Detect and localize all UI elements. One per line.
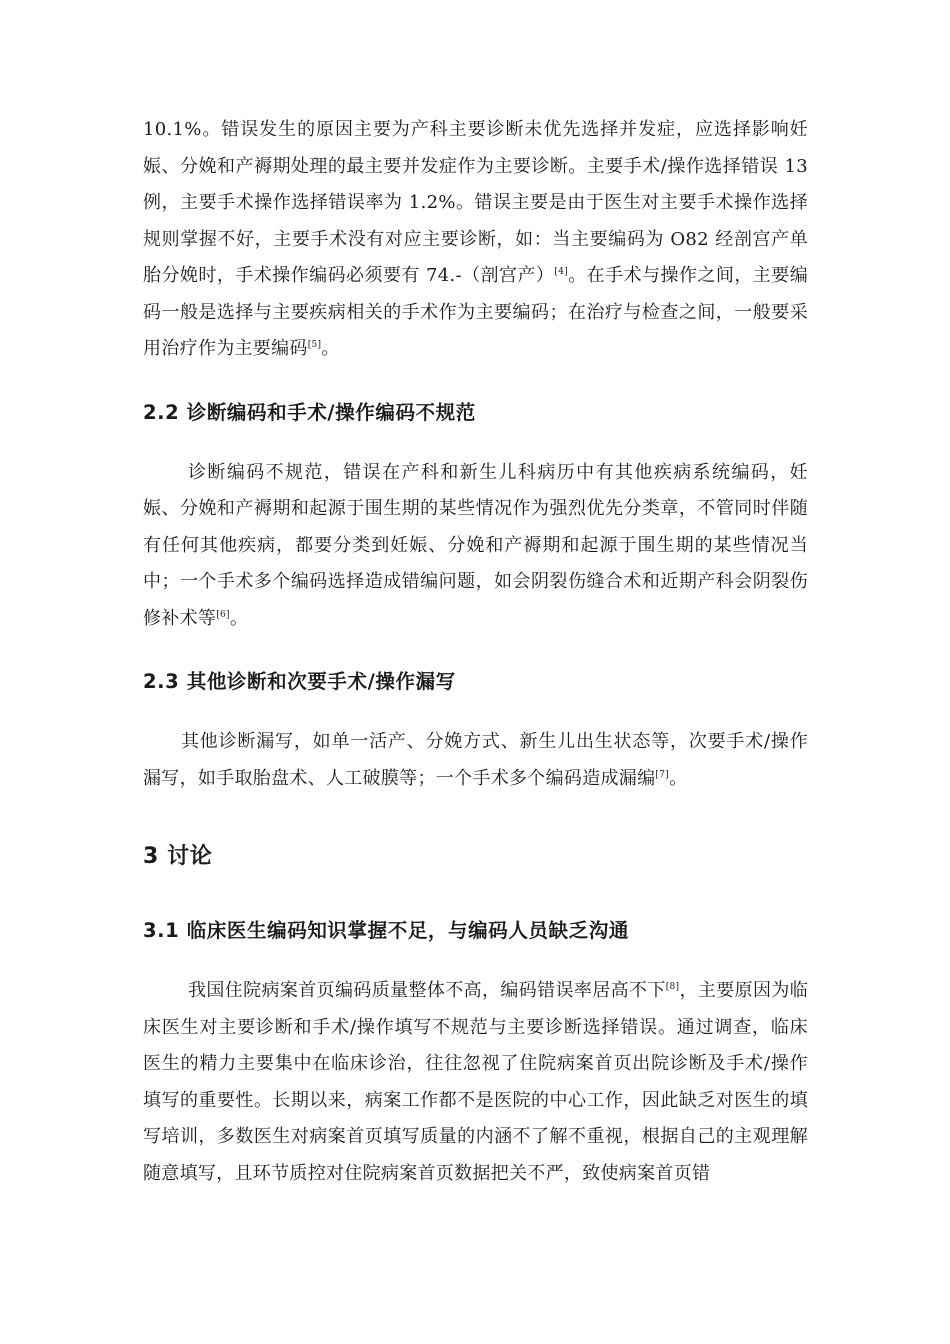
section-heading-3-1: 3.1 临床医生编码知识掌握不足，与编码人员缺乏沟通 <box>143 919 629 942</box>
paragraph-text: 诊断编码不规范，错误在产科和新生儿科病历中有其他疾病系统编码，妊娠、分娩和产褥期和起源于围生期的某些情况作为强烈优先分类章，不管同时伴随有任何其他疾病，都要分类到妊娠、分娩和产褥期和起源于围生期的某些情况当中；一个手术多个编码选择造成错编问题，如会阴裂伤缝合术和近期产科会阴裂伤修补术等 <box>143 461 808 629</box>
paragraph-text: 10.1%。错误发生的原因主要为产科主要诊断未优先选择并发症，应选择影响妊娠、分娩和产褥期处理的最主要并发症作为主要诊断。主要手术/操作选择错误 13 例，主要手术操作选择错误率为 1.2%。错误主要是由于医生对主要手术操作选择规则掌握不好，主要手术没有对应主要诊断，如：当主要编码为 O82 经剖宫产单胎分娩时，手术操作编码必须要有 74.-（剖宫产） <box>143 119 808 286</box>
section-heading-2-3: 2.3 其他诊断和次要手术/操作漏写 <box>143 670 456 693</box>
citation-ref: [5] <box>307 340 322 350</box>
paragraph-text: 。在手术与操作之间，主要编码一般是选择与主要疾病相关的手术作为主要编码；在治疗与检查之间，一般要采用治疗作为主要编码 <box>143 265 808 359</box>
paragraph-omissions <box>143 724 808 797</box>
citation-ref: [7] <box>655 769 670 780</box>
paragraph-coding-irregular <box>143 455 808 638</box>
document-page <box>143 112 808 1192</box>
citation-ref: [6] <box>216 609 230 620</box>
paragraph-text: 其他诊断漏写，如单一活产、分娩方式、新生儿出生状态等，次要手术/操作漏写，如手取胎盘术、人工破膜等；一个手术多个编码造成漏编 <box>143 731 808 789</box>
paragraph-text: 。 <box>669 767 688 789</box>
section-heading-2-2: 2.2 诊断编码和手术/操作编码不规范 <box>143 400 476 424</box>
paragraph-text: 。 <box>229 607 249 629</box>
citation-ref: [4] <box>554 267 569 277</box>
paragraph-error-analysis <box>143 112 808 368</box>
paragraph-text: 。 <box>321 338 340 359</box>
section-heading-3: 3 讨论 <box>143 844 213 869</box>
paragraph-discussion <box>143 973 808 1192</box>
paragraph-text: ，主要原因为临床医生对主要诊断和手术/操作填写不规范与主要诊断选择错误。通过调查，临床医生的精力主要集中在临床诊治，往往忽视了住院病案首页出院诊断及手术/操作填写的重要性。长期以来，病案工作都不是医院的中心工作，因此缺乏对医生的填写培训，多数医生对病案首页填写质量的内涵不了解不重视，根据自己的主观理解随意填写，且环节质控对住院病案首页数据把关不严，致使病案首页错 <box>143 980 808 1184</box>
paragraph-text: 我国住院病案首页编码质量整体不高，编码错误率居高不下 <box>188 980 666 1001</box>
citation-ref: [8] <box>665 982 680 992</box>
